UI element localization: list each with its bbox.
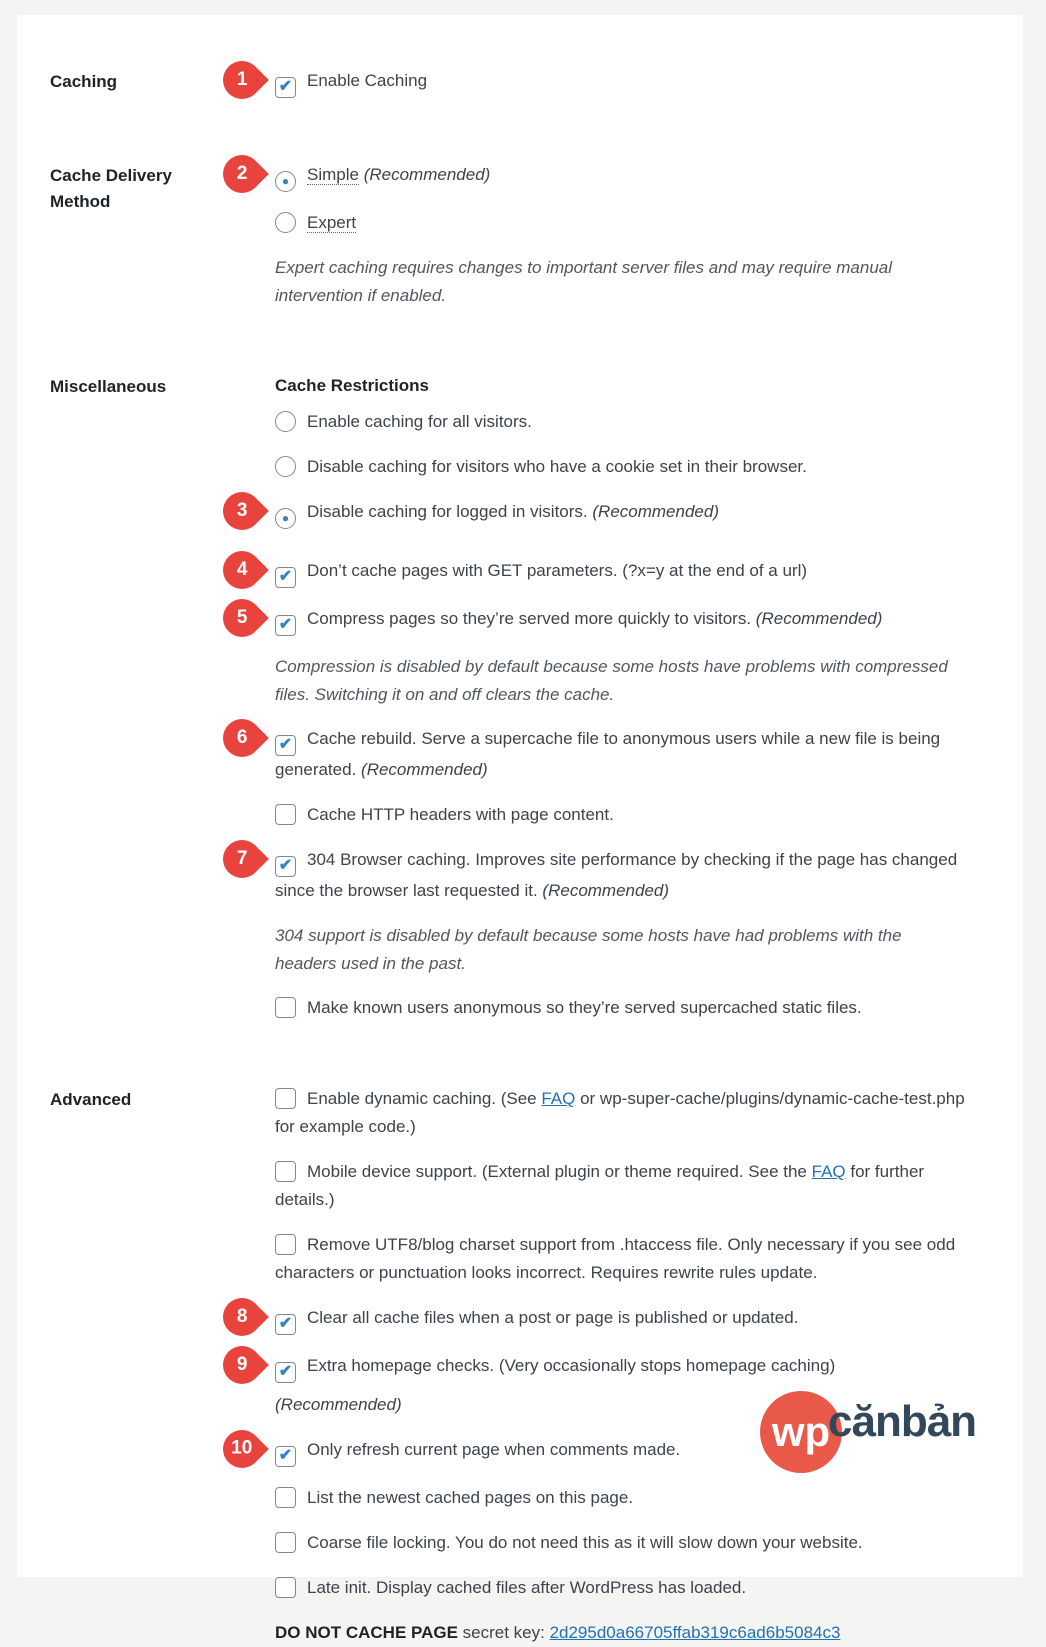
enable-all-visitors-radio[interactable] (275, 411, 296, 432)
annotation-marker-8: 8 (215, 1290, 269, 1344)
option-304-browser-caching (236, 846, 975, 905)
late-init-label[interactable]: Late init. Display cached files after WordPress has loaded. (307, 1578, 747, 1597)
cache-http-headers-label[interactable]: Cache HTTP headers with page content. (307, 805, 614, 824)
annotation-marker-9: 9 (215, 1338, 269, 1392)
expert-radio[interactable] (275, 212, 296, 233)
annotation-marker-2: 2 (215, 147, 269, 201)
cache-rebuild-label[interactable]: Cache rebuild. Serve a supercache file to anonymous users while a new file is being generated. (Recommended) (275, 729, 941, 779)
row-label-caching: Caching (50, 72, 118, 91)
annotation-marker-3: 3 (215, 484, 269, 538)
option-cache-rebuild (236, 725, 975, 784)
cache-restrictions-title: Cache Restrictions (275, 376, 429, 395)
check-icon: ✔ (278, 616, 293, 633)
list-newest-cached-checkbox[interactable] (275, 1487, 296, 1508)
no-get-params-label[interactable]: Don’t cache pages with GET parameters. (?x=y at the end of a url) (307, 561, 808, 580)
simple-label[interactable]: Simple (Recommended) (307, 165, 491, 184)
option-dynamic-caching (275, 1085, 975, 1141)
refresh-current-page-checkbox[interactable] (275, 1446, 296, 1467)
check-icon: ✔ (278, 1447, 293, 1464)
row-caching (50, 67, 995, 115)
row-label-cache-delivery-method: Cache Delivery Method (50, 166, 172, 211)
check-icon: ✔ (278, 78, 293, 95)
wpcanban-logo-text: cănbản (828, 1397, 977, 1446)
extra-homepage-checks-checkbox[interactable] (275, 1362, 296, 1383)
refresh-current-page-label[interactable]: Only refresh current page when comments made. (307, 1440, 681, 1459)
simple-radio[interactable] (275, 171, 296, 192)
faq-link[interactable]: FAQ (811, 1162, 846, 1181)
304-support-note: 304 support is disabled by default because some hosts have had problems with the headers used in the past. (275, 926, 902, 973)
option-known-users-anonymous (275, 994, 975, 1022)
mobile-device-support-checkbox[interactable] (275, 1161, 296, 1182)
annotation-marker-5: 5 (215, 591, 269, 645)
enable-all-visitors-label[interactable]: Enable caching for all visitors. (307, 412, 532, 431)
faq-link[interactable]: FAQ (541, 1089, 576, 1108)
check-icon: ✔ (278, 857, 293, 874)
option-clear-cache-on-publish (236, 1304, 975, 1335)
option-enable-caching (236, 67, 975, 98)
disable-logged-in-radio[interactable] (275, 508, 296, 529)
option-enable-all-visitors (275, 408, 975, 436)
check-icon: ✔ (278, 736, 293, 753)
do-not-cache-secret-line (275, 1619, 995, 1647)
cache-rebuild-checkbox[interactable] (275, 735, 296, 756)
annotation-marker-7: 7 (215, 832, 269, 886)
late-init-checkbox[interactable] (275, 1577, 296, 1598)
dynamic-caching-label[interactable]: Enable dynamic caching. (See FAQ or wp-super-cache/plugins/dynamic-cache-test.php for example code.) (275, 1089, 965, 1136)
coarse-file-locking-label[interactable]: Coarse file locking. You do not need this as it will slow down your website. (307, 1533, 863, 1552)
expert-caching-note: Expert caching requires changes to important server files and may require manual intervention if enabled. (275, 258, 893, 305)
compression-note: Compression is disabled by default because some hosts have problems with compressed files. Switching it on and off clears the cache. (275, 657, 948, 704)
option-coarse-file-locking (275, 1529, 975, 1557)
row-label-advanced: Advanced (50, 1090, 132, 1109)
option-mobile-device-support (275, 1158, 975, 1214)
option-simple (236, 161, 975, 192)
option-no-get-params (236, 557, 975, 588)
annotation-marker-1: 1 (215, 53, 269, 107)
extra-homepage-checks-label[interactable]: Extra homepage checks. (Very occasionally stops homepage caching) (Recommended) (275, 1356, 836, 1414)
annotation-marker-6: 6 (215, 711, 269, 765)
wpcanban-logo (760, 1391, 976, 1473)
expert-label[interactable]: Expert (307, 213, 357, 232)
mobile-device-support-label[interactable]: Mobile device support. (External plugin or theme required. See the FAQ for further details.) (275, 1162, 925, 1209)
clear-cache-on-publish-label[interactable]: Clear all cache files when a post or page is published or updated. (307, 1308, 799, 1327)
check-icon: ✔ (278, 1363, 293, 1380)
option-remove-utf8-charset (275, 1231, 975, 1287)
option-compress-pages (236, 605, 975, 636)
wp-logo-circle-icon: wp (760, 1391, 842, 1473)
disable-cookie-visitors-label[interactable]: Disable caching for visitors who have a cookie set in their browser. (307, 457, 807, 476)
enable-caching-checkbox[interactable] (275, 77, 296, 98)
radio-dot-icon: ● (281, 174, 290, 188)
known-users-anonymous-checkbox[interactable] (275, 997, 296, 1018)
known-users-anonymous-label[interactable]: Make known users anonymous so they’re served supercached static files. (307, 998, 862, 1017)
clear-cache-on-publish-checkbox[interactable] (275, 1314, 296, 1335)
row-advanced (50, 1085, 995, 1647)
option-disable-cookie-visitors (275, 453, 975, 481)
do-not-cache-page-text: DO NOT CACHE PAGE (275, 1623, 458, 1642)
row-label-miscellaneous: Miscellaneous (50, 377, 167, 396)
annotation-marker-10: 10 (215, 1422, 269, 1476)
enable-caching-label[interactable]: Enable Caching (307, 71, 428, 90)
option-expert (275, 209, 975, 237)
option-cache-http-headers (275, 801, 975, 829)
option-list-newest-cached (275, 1484, 975, 1512)
list-newest-cached-label[interactable]: List the newest cached pages on this page. (307, 1488, 634, 1507)
compress-pages-checkbox[interactable] (275, 615, 296, 636)
settings-card (17, 15, 1023, 1642)
remove-utf8-charset-checkbox[interactable] (275, 1234, 296, 1255)
option-disable-logged-in (236, 498, 975, 529)
option-late-init (275, 1574, 975, 1602)
row-cache-delivery-method (50, 161, 995, 326)
disable-cookie-visitors-radio[interactable] (275, 456, 296, 477)
remove-utf8-charset-label[interactable]: Remove UTF8/blog charset support from .htaccess file. Only necessary if you see odd characters or punctuation looks incorrect. Requires rewrite rules update. (275, 1235, 956, 1282)
no-get-params-checkbox[interactable] (275, 567, 296, 588)
check-icon: ✔ (278, 568, 293, 585)
dynamic-caching-checkbox[interactable] (275, 1088, 296, 1109)
secret-key-text: secret key: (457, 1623, 550, 1642)
row-miscellaneous (50, 372, 995, 1039)
cache-http-headers-checkbox[interactable] (275, 804, 296, 825)
check-icon: ✔ (278, 1315, 293, 1332)
browser-caching-304-checkbox[interactable] (275, 856, 296, 877)
annotation-marker-4: 4 (215, 543, 269, 597)
coarse-file-locking-checkbox[interactable] (275, 1532, 296, 1553)
compress-pages-label[interactable]: Compress pages so they’re served more quickly to visitors. (Recommended) (307, 609, 883, 628)
disable-logged-in-label[interactable]: Disable caching for logged in visitors. (Recommended) (307, 502, 719, 521)
browser-caching-304-label[interactable]: 304 Browser caching. Improves site performance by checking if the page has changed since the browser last requested it. (Recommended) (275, 850, 958, 900)
secret-key-link[interactable]: 2d295d0a66705ffab319c6ad6b5084c3 (549, 1623, 841, 1642)
radio-dot-icon: ● (281, 511, 290, 525)
